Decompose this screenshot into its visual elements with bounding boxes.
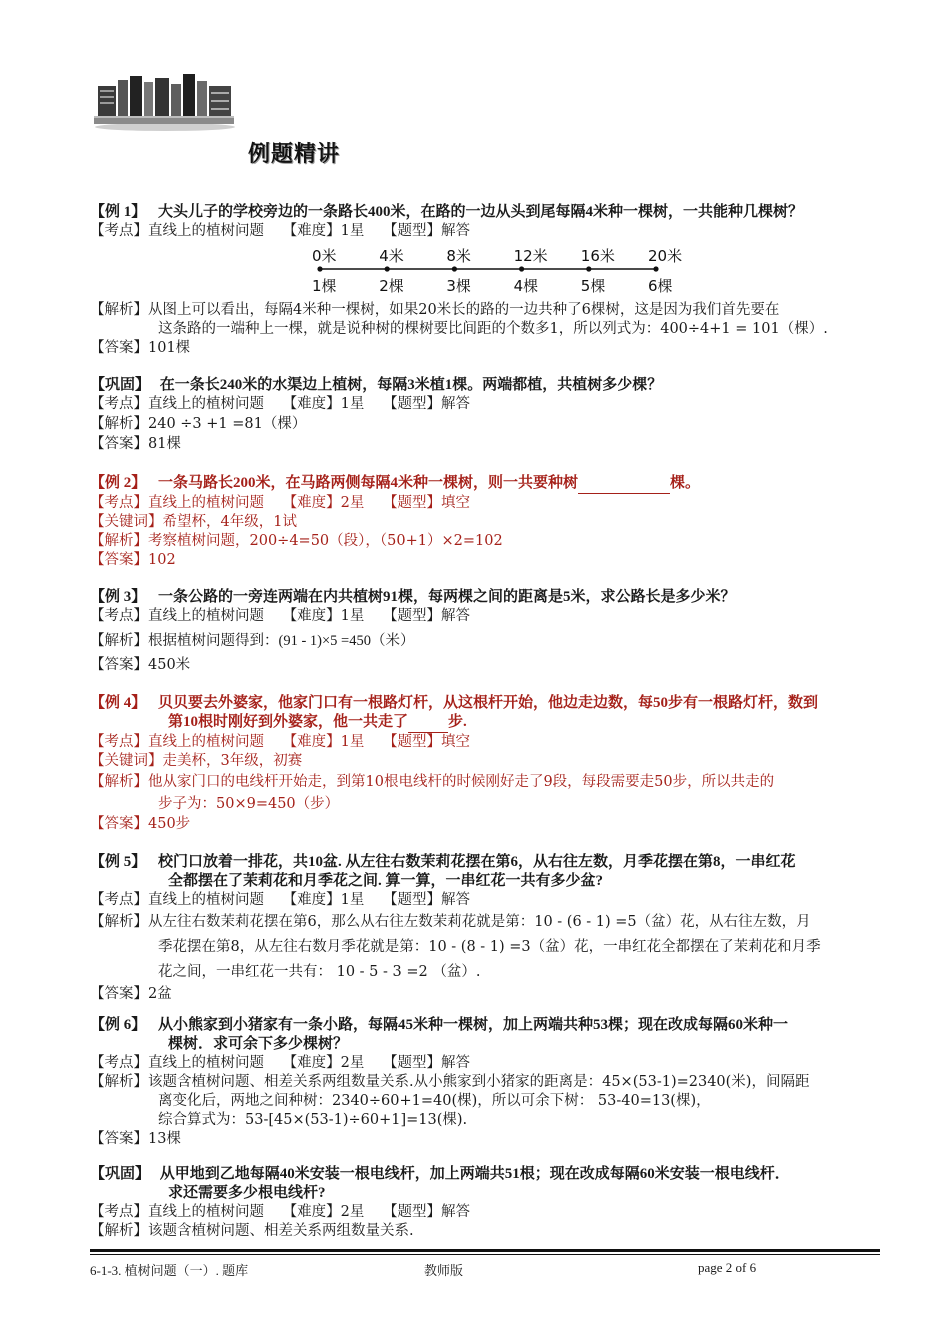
- da-value: 450步: [148, 816, 191, 832]
- da-tag: 【答案】: [90, 340, 148, 356]
- tx-tag: 【题型】: [382, 223, 441, 239]
- distance-label: 16米: [580, 247, 615, 265]
- jx-tag: 【解析】: [90, 302, 148, 318]
- analysis-line: 综合算式为：53-[45×(53-1)÷60+1]=13(棵).: [158, 1112, 468, 1128]
- nd-tag: 【难度】: [282, 734, 341, 750]
- tx-tag: 【题型】: [382, 1204, 441, 1220]
- tx-value: 解答: [440, 1055, 470, 1071]
- example-5: [90, 853, 890, 1004]
- tx-value: 填空: [440, 495, 470, 511]
- tx-tag: 【题型】: [382, 1055, 441, 1071]
- analysis-line: 花之间，一串红花一共有： 10 - 5 - 3 =2 （盆）.: [158, 964, 481, 980]
- kd-value: 直线上的植树问题: [148, 1055, 264, 1071]
- answer-line: [90, 339, 890, 358]
- jx-formula: (91 - 1)×5 =450（米）: [278, 633, 415, 649]
- keyword-line: [90, 513, 890, 532]
- tree-count-label: 5棵: [580, 277, 606, 295]
- footer-left: 6-1-3. 植树问题（一）. 题库: [90, 1263, 249, 1278]
- answer-line: [90, 551, 890, 570]
- keyword-line: [90, 752, 890, 771]
- meta-line: [90, 395, 890, 414]
- meta-line: [90, 1054, 890, 1073]
- meta-line: [90, 607, 890, 626]
- question-line: [90, 376, 890, 395]
- gjc-value: 走美杯，3年级，初赛: [162, 753, 303, 769]
- nd-tag: 【难度】: [282, 1204, 341, 1220]
- analysis-line: [90, 630, 890, 652]
- distance-label: 8米: [446, 247, 471, 265]
- consolidation-1: [90, 376, 890, 454]
- question-tag: 【例 4】: [90, 695, 147, 711]
- answer-line: [90, 1130, 890, 1149]
- jx-tag: 【解析】: [90, 1223, 148, 1239]
- question-text-2: 第10根时刚好到外婆家，他一共走了: [168, 714, 409, 730]
- tree-point: [385, 266, 390, 271]
- question-line: [90, 1016, 890, 1035]
- da-value: 102: [148, 552, 176, 568]
- tree-point: [519, 266, 524, 271]
- answer-blank: [578, 474, 670, 494]
- tx-tag: 【题型】: [382, 734, 441, 750]
- tx-tag: 【题型】: [382, 892, 441, 908]
- question-line-2: 求还需要多少根电线杆?: [168, 1185, 326, 1201]
- question-text-1: 校门口放着一排花，共10盆. 从左往右数茉莉花摆在第6，从右往左数，月季花摆在第8，一串红花: [158, 854, 796, 870]
- question-tag: 【巩固】: [90, 1166, 151, 1182]
- tree-point: [653, 266, 658, 271]
- nd-value: 1星: [340, 223, 365, 239]
- kd-value: 直线上的植树问题: [148, 892, 264, 908]
- jx-tag: 【解析】: [90, 416, 148, 432]
- nd-value: 1星: [340, 734, 365, 750]
- question-line: [90, 694, 890, 713]
- kd-tag: 【考点】: [90, 396, 148, 412]
- meta-line: [90, 733, 890, 752]
- tx-value: 解答: [440, 1204, 470, 1220]
- question-text-1: 贝贝要去外婆家，他家门口有一根路灯杆，从这根杆开始，他边走边数，每50步有一根路灯杆，数到: [158, 695, 819, 711]
- da-value: 101棵: [148, 340, 191, 356]
- da-tag: 【答案】: [90, 436, 148, 452]
- example-2: [90, 474, 890, 570]
- gjc-tag: 【关键词】: [90, 514, 163, 530]
- analysis-line: 离变化后，两地之间种树：2340÷60+1=40(棵)，所以可余下树： 53-40=13(棵)，: [158, 1093, 711, 1109]
- analysis-line: 步子为：50×9=450（步）: [158, 796, 340, 812]
- question-tag: 【例 2】: [90, 475, 147, 491]
- example-1-solution: [90, 301, 890, 358]
- da-value: 13棵: [148, 1131, 181, 1147]
- tx-value: 解答: [440, 608, 470, 624]
- kd-value: 直线上的植树问题: [148, 608, 264, 624]
- question-line-2: [90, 713, 890, 733]
- meta-line: [90, 222, 890, 241]
- da-tag: 【答案】: [90, 552, 148, 568]
- tree-count-label: 6棵: [648, 277, 673, 295]
- da-value: 2盆: [148, 986, 172, 1002]
- kd-tag: 【考点】: [90, 495, 148, 511]
- nd-value: 1星: [340, 892, 365, 908]
- distance-label: 0米: [312, 247, 337, 265]
- question-text-end: 步.: [448, 714, 467, 730]
- question-text-end: 棵。: [670, 475, 701, 491]
- nd-tag: 【难度】: [282, 608, 341, 624]
- tx-tag: 【题型】: [382, 608, 441, 624]
- gjc-value: 希望杯，4年级，1试: [162, 514, 297, 530]
- tree-diagram: [306, 246, 683, 298]
- analysis-line: [90, 415, 890, 434]
- answer-blank: [408, 713, 448, 733]
- question-text: 一条公路的一旁连两端在内共植树91棵，每两棵之间的距离是5米，求公路长是多少米？: [158, 589, 736, 605]
- meta-line: [90, 1203, 890, 1222]
- analysis-line: [90, 910, 890, 935]
- tx-value: 解答: [440, 892, 470, 908]
- jx-tag: 【解析】: [90, 774, 148, 790]
- question-line-2: 全都摆在了茉莉花和月季花之间. 算一算，一串红花一共有多少盆?: [168, 873, 604, 889]
- question-line-2: 棵树．求可余下多少棵树？: [168, 1036, 349, 1052]
- da-tag: 【答案】: [90, 1131, 148, 1147]
- da-tag: 【答案】: [90, 657, 148, 673]
- question-text: 在一条长240米的水渠边上植树，每隔3米植1棵。两端都植，共植树多少棵？: [159, 377, 663, 393]
- analysis-line: 这条路的一端种上一棵，就是说种树的棵树要比间距的个数多1，所以列式为：400÷4+1 = 101（棵）.: [158, 321, 828, 337]
- question-line: [90, 203, 890, 222]
- question-tag: 【例 3】: [90, 589, 147, 605]
- answer-line: [90, 656, 890, 675]
- tree-count-label: 1棵: [312, 277, 337, 295]
- kd-tag: 【考点】: [90, 734, 148, 750]
- tx-value: 解答: [440, 223, 470, 239]
- meta-line: [90, 891, 890, 910]
- kd-tag: 【考点】: [90, 608, 148, 624]
- da-tag: 【答案】: [90, 986, 148, 1002]
- answer-line: [90, 985, 890, 1004]
- distance-label: 12米: [513, 247, 548, 265]
- kd-tag: 【考点】: [90, 1204, 148, 1220]
- footer-rule: [90, 1249, 880, 1252]
- example-1: [90, 203, 890, 241]
- analysis-line: [90, 771, 890, 793]
- jx-text: 该题含植树问题、相差关系两组数量关系.: [148, 1223, 414, 1239]
- kd-tag: 【考点】: [90, 892, 148, 908]
- kd-value: 直线上的植树问题: [148, 396, 264, 412]
- question-line: [90, 1165, 890, 1184]
- tree-point: [586, 266, 591, 271]
- analysis-line: [90, 301, 890, 320]
- nd-tag: 【难度】: [282, 495, 341, 511]
- question-line: [90, 588, 890, 607]
- kd-tag: 【考点】: [90, 223, 148, 239]
- example-4: [90, 694, 890, 834]
- nd-tag: 【难度】: [282, 892, 341, 908]
- question-tag: 【例 6】: [90, 1017, 147, 1033]
- example-6: [90, 1016, 890, 1149]
- jx-text: 240 ÷3 +1 =81（棵）: [148, 416, 307, 432]
- section-title: 例题精讲: [248, 142, 341, 167]
- tree-point: [452, 266, 457, 271]
- da-tag: 【答案】: [90, 816, 148, 832]
- question-line: [90, 474, 890, 494]
- jx-text-1: 从左往右数茉莉花摆在第6，那么从右往左数茉莉花就是第：10 - (6 - 1) =5（盆）花，从右往左数，月: [148, 914, 811, 930]
- jx-tag: 【解析】: [90, 1074, 148, 1090]
- nd-tag: 【难度】: [282, 1055, 341, 1071]
- question-text-1: 从甲地到乙地每隔40米安装一根电线杆，加上两端共51根；现在改成每隔60米安装一根电线杆．: [159, 1166, 790, 1182]
- jx-text-1: 他从家门口的电线杆开始走，到第10根电线杆的时候刚好走了9段，每段需要走50步，所以共走的: [148, 774, 775, 790]
- tree-count-label: 2棵: [379, 277, 404, 295]
- nd-value: 1星: [340, 396, 365, 412]
- answer-line: [90, 435, 890, 454]
- analysis-line: 季花摆在第8，从左往右数月季花就是第：10 - (8 - 1) =3（盆）花，一串红花全都摆在了茉莉花和月季: [158, 939, 821, 955]
- answer-line: [90, 815, 890, 834]
- nd-tag: 【难度】: [282, 223, 341, 239]
- question-text-1: 从小熊家到小猪家有一条小路，每隔45米种一棵树，加上两端共种53棵；现在改成每隔60米种一: [158, 1017, 789, 1033]
- question-tag: 【例 5】: [90, 854, 147, 870]
- jx-text: 根据植树问题得到：: [148, 633, 279, 649]
- nd-tag: 【难度】: [282, 396, 341, 412]
- tree-count-label: 3棵: [446, 277, 471, 295]
- tree-point: [317, 266, 322, 271]
- question-tag: 【例 1】: [90, 204, 147, 220]
- kd-value: 直线上的植树问题: [148, 495, 264, 511]
- nd-value: 2星: [340, 495, 365, 511]
- jx-tag: 【解析】: [90, 633, 148, 649]
- consolidation-2: [90, 1165, 890, 1241]
- meta-line: [90, 494, 890, 513]
- kd-value: 直线上的植树问题: [148, 1204, 264, 1220]
- analysis-line: [90, 1073, 890, 1092]
- tx-tag: 【题型】: [382, 495, 441, 511]
- question-text: 大头儿子的学校旁边的一条路长400米，在路的一边从头到尾每隔4米种一棵树，一共能种几棵树？: [158, 204, 804, 220]
- jx-text-1: 从图上可以看出，每隔4米种一棵树，如果20米长的路的一边共种了6棵树，这是因为我们首先要在: [148, 302, 780, 318]
- question-text: 一条马路长200米，在马路两侧每隔4米种一棵树，则一共要种树: [158, 475, 579, 491]
- tx-value: 填空: [440, 734, 470, 750]
- example-3: [90, 588, 890, 675]
- tx-value: 解答: [440, 396, 470, 412]
- distance-label: 20米: [648, 247, 683, 265]
- kd-tag: 【考点】: [90, 1055, 148, 1071]
- distance-label: 4米: [379, 247, 404, 265]
- footer-rule-thin: [90, 1254, 880, 1255]
- da-value: 81棵: [148, 436, 181, 452]
- kd-value: 直线上的植树问题: [148, 734, 264, 750]
- footer-center: 教师版: [424, 1263, 464, 1278]
- nd-value: 2星: [340, 1055, 365, 1071]
- jx-tag: 【解析】: [90, 914, 148, 930]
- tx-tag: 【题型】: [382, 396, 441, 412]
- analysis-line: [90, 532, 890, 551]
- nd-value: 2星: [340, 1204, 365, 1220]
- tree-count-label: 4棵: [513, 277, 539, 295]
- footer-page-number: page 2 of 6: [698, 1260, 757, 1275]
- question-tag: 【巩固】: [90, 377, 151, 393]
- analysis-line: [90, 1222, 890, 1241]
- question-line: [90, 853, 890, 872]
- jx-text-1: 该题含植树问题、相差关系两组数量关系.从小熊家到小猪家的距离是：45×(53-1)=2340(米)，间隔距: [148, 1074, 810, 1090]
- books-banner-icon: [92, 72, 238, 132]
- kd-value: 直线上的植树问题: [148, 223, 264, 239]
- jx-text: 考察植树问题，200÷4=50（段），（50+1）×2=102: [148, 533, 503, 549]
- nd-value: 1星: [340, 608, 365, 624]
- jx-tag: 【解析】: [90, 533, 148, 549]
- gjc-tag: 【关键词】: [90, 753, 163, 769]
- da-value: 450米: [148, 657, 191, 673]
